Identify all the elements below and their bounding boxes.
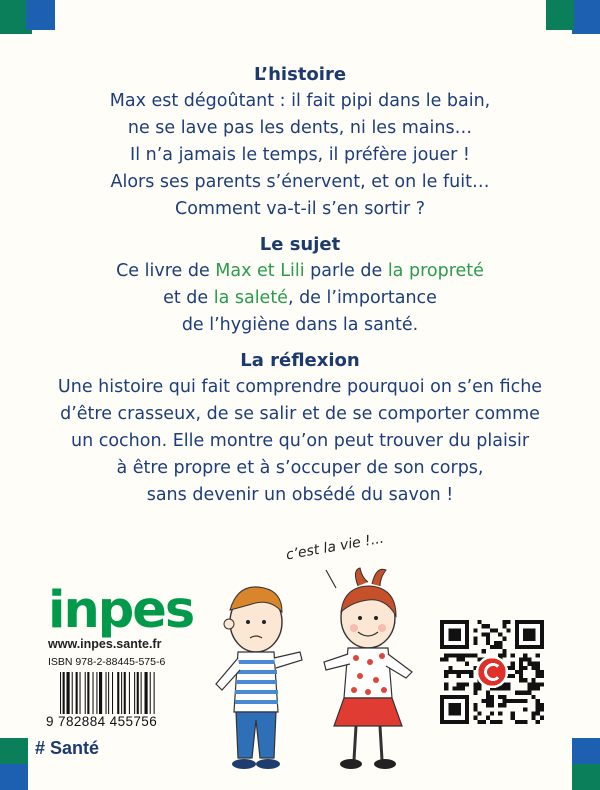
max-and-lili-illustration bbox=[208, 512, 430, 790]
story-line: Il n’a jamais le temps, il préfère jouer ! bbox=[130, 145, 470, 165]
speech-bubble-text: c’est la vie !... bbox=[284, 530, 386, 564]
corner-decoration-bottom-right bbox=[545, 756, 600, 790]
inpes-logo-word: inpes bbox=[48, 581, 194, 640]
isbn-label: ISBN 978-2-88445-575-6 bbox=[48, 656, 166, 668]
topic-dirtiness: la saleté bbox=[213, 288, 288, 308]
story-line: ne se lave pas les dents, ni les mains… bbox=[127, 118, 473, 138]
qr-code bbox=[440, 620, 544, 724]
lili-character bbox=[324, 568, 412, 769]
corner-decoration-top-left bbox=[0, 0, 55, 34]
story-line: Alors ses parents s’énervent, et on le fuit… bbox=[110, 172, 490, 192]
reflection-line: Une histoire qui fait comprendre pourquoi on s’en fiche bbox=[57, 377, 543, 397]
reflection-line: sans devenir un obsédé du savon ! bbox=[146, 485, 454, 505]
story-line: Comment va-t-il s’en sortir ? bbox=[174, 199, 426, 219]
story-section bbox=[30, 62, 570, 223]
story-line: Max est dégoûtant : il fait pipi dans le bain, bbox=[109, 91, 491, 111]
reflection-line: un cochon. Elle montre qu’on peut trouver du plaisir bbox=[70, 431, 530, 451]
series-name: Max et Lili bbox=[215, 261, 305, 281]
reflection-line: à être propre et à s’occuper de son corps, bbox=[116, 458, 484, 478]
category-tag: # Santé bbox=[35, 738, 100, 758]
subject-title: Le sujet bbox=[259, 234, 341, 255]
corner-decoration-top-right bbox=[545, 0, 600, 34]
subject-line: et de la saleté, de l’importance bbox=[163, 288, 437, 308]
reflection-section bbox=[30, 348, 570, 509]
subject-section bbox=[30, 232, 570, 339]
publisher-url: www.inpes.sante.fr bbox=[48, 637, 162, 651]
inpes-logo bbox=[48, 581, 194, 651]
story-title: L’histoire bbox=[253, 64, 347, 85]
max-character bbox=[216, 587, 302, 769]
subject-line: Ce livre de Max et Lili parle de la propreté bbox=[116, 261, 484, 281]
subject-line: de l’hygiène dans la santé. bbox=[181, 315, 419, 335]
corner-decoration-bottom-left bbox=[0, 756, 55, 790]
barcode bbox=[60, 672, 180, 714]
topic-cleanliness: la propreté bbox=[387, 261, 484, 281]
barcode-digits: 9 782884 455756 bbox=[46, 714, 158, 729]
reflection-title: La réflexion bbox=[240, 350, 360, 371]
reflection-line: d’être crasseux, de se salir et de se comporter comme bbox=[60, 404, 540, 424]
